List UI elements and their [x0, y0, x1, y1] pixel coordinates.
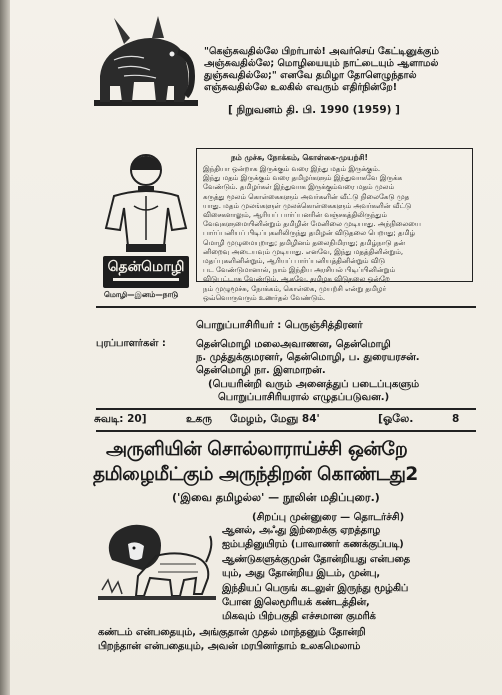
mission-line: பட வேண்டுமானால், நாம் இந்திய அரசியல் பிடிப்பினின்றும் — [203, 266, 396, 275]
body-line: ஆனல், அஃது இற்றைக்கு ஏறத்தாழ — [222, 525, 381, 536]
patron-line: தென்மொழி மலைஅவாணன, தென்மொழி — [196, 339, 391, 350]
patrons-label: புரப்பாளர்கள் : — [96, 338, 166, 349]
quote-line: எஞ்சுவதில்லே உலகில் எவரும் எதிர்நின்றே! — [204, 82, 398, 93]
scan-edge-shadow — [0, 0, 10, 695]
elephant-illustration — [94, 16, 198, 112]
era-label: உகரு — [186, 413, 212, 425]
mission-heading: நம் முச்சு, நோக்கம், கொள்கை-முயற்சி! — [231, 153, 368, 162]
article-title-line1: அருளியின் சொல்லாராய்ச்சி ஒன்றே — [106, 438, 408, 460]
body-line: மிகவும் பிற்பகுதி எச்சமான குமரிக் — [222, 611, 376, 623]
mission-line: விசைகளாலும், ஆரியப் பார்ப்பனரின் வஞ்சகத்திலிருந்தும் — [203, 211, 387, 220]
divider — [96, 408, 476, 410]
editor-line: பொறுப்பாசிரியர் : பெருஞ்சித்திரனர் — [196, 320, 363, 331]
mission-line: இந்து மதம் இருக்கும் வரை தமிழர்களும் இந்துவாகவே இருக்க — [203, 174, 403, 183]
quote-line: அஞ்சுவதில்லே; மொழியையும் நாட்டையும் ஆளாமல் — [204, 58, 439, 69]
body-line: இந்தியப் பெருங் கடலுள் இருந்து மூழ்கிப் — [222, 582, 409, 594]
quote-block — [204, 46, 439, 94]
patron-line: தென்மொழி நா. இளமாறன். — [196, 365, 326, 376]
article-body-full — [98, 626, 365, 655]
logo-block — [103, 256, 189, 288]
mission-line: இந்தியா ஒன்றாக இருக்கும் வரை இந்து மதம் இருக்கும். — [203, 165, 381, 173]
article-body-column — [222, 524, 410, 625]
body-line: கண்டம் என்பதையும், அங்குதான் முதல் மாந்தனும் தோன்றி — [98, 627, 366, 638]
mission-line: ஒவ்வொருவரும் உணர்தல் வேண்டும். — [203, 293, 326, 302]
volume-number: சுவடி: 20] — [94, 413, 147, 425]
issue-date: மேழம், மேஞு 84' — [230, 413, 320, 425]
note-line: (பெயரின்றி வரும் அனைத்துப் படைப்புகளும் — [208, 379, 420, 390]
body-line: போன இலெமூரியக் கண்டத்தின், — [222, 597, 370, 609]
founding-year: [ நிறுவனம் தி. பி. 1990 (1959) ] — [228, 104, 400, 116]
mission-box — [196, 148, 473, 302]
article-title-line2: தமிழைமீட்கும் அருந்திறன் கொண்டது2 — [93, 464, 418, 485]
divider — [96, 306, 476, 308]
divider — [96, 430, 476, 432]
article-subtitle: ('இவை தமிழல்ல' — நூலின் மதிப்புரை.) — [172, 491, 380, 504]
mission-line: பார்ப்பனியப் பிடிப்புகளிலிருந்து தமிழன் விடுதலை பெறாது; தமிழ் — [203, 229, 416, 238]
mission-line: மொழி முழுமையுறாது; தமிழினம் தலைநிமிராது; தமிழ்நாடு தன் — [203, 238, 406, 247]
logo-title: தென்மொழி — [107, 259, 185, 275]
lion-illustration — [98, 520, 216, 602]
mission-line: கருத்து மூலம் கொள்கைகளும் அவர்களின் வீட்டு நிலைகேடு முத — [203, 192, 410, 201]
body-line: பிறந்தான் என்பதையும், அவன் மரபினர்தாம் உலகமெலாம் — [98, 641, 361, 653]
patrons-list — [196, 338, 420, 377]
mission-line: யாது. மதம் முலங்களுள் முலக்கொள்கைகளும் அவர்களின் வீட்டு — [203, 201, 412, 210]
patron-line: ந. முத்துக்குமரனர், தென்மொழி, ப. துரையரசன். — [196, 352, 420, 363]
quote-line: துஞ்சுவதில்லே;" எனவே தமிழா தோளெழுந்தால் — [204, 70, 417, 81]
page-number: 8 — [452, 413, 460, 425]
body-line: ஐம்பதினுயிரம் (பாவாணர் கணக்குப்படி) — [222, 539, 404, 551]
quote-line: "கெஞ்சுவதில்லே பிறர்பால்! அவர்செய் கேட்டினுக்கும் — [204, 46, 439, 57]
section-label: (சிறப்பு முன்னுரை — தொடர்ச்சி) — [252, 512, 405, 523]
mission-line: மதப்புகளினின்றும், ஆரியப் பார்ப்பனியத்தினின்றும் விடு — [203, 257, 385, 266]
mission-line: வேவுகளுமையினின்றும் தமிழின் மேனிலை முடியாது. அந்நிலையை — [203, 220, 421, 229]
note-line: பொறுப்பாசிரியரால் எழுதப்படுவன.) — [218, 392, 390, 403]
mission-line: னிறைவு அடையவும் முடியாது. எனவே, இந்து மதத்தினின்றும், — [203, 247, 404, 256]
warrior-figure-illustration — [98, 150, 194, 254]
mission-line: நம் முழுமூச்சு, நோக்கம், கொள்கை, முயற்சி என்று தமிழர் — [203, 284, 387, 293]
mission-line: வேண்டும். தமிழர்கள் இந்துவாக இருக்கும்வரை மதம் முலம் — [203, 183, 395, 192]
issue-number: [ஓலே. — [378, 412, 414, 425]
mission-line: விடுபட்டாக வேண்டும். ஆகவே, தமிழக விடுதலை ஒன்றே — [203, 275, 390, 284]
body-line: ஆண்டுகளுக்குமுன் தோன்றியது என்பதை — [222, 553, 410, 565]
authorship-note — [208, 378, 419, 404]
body-line: யும், அது தோன்றிய இடம், முன்பு, — [222, 568, 381, 580]
logo-tagline: மொழி—இனம்—நாடு — [104, 290, 179, 299]
